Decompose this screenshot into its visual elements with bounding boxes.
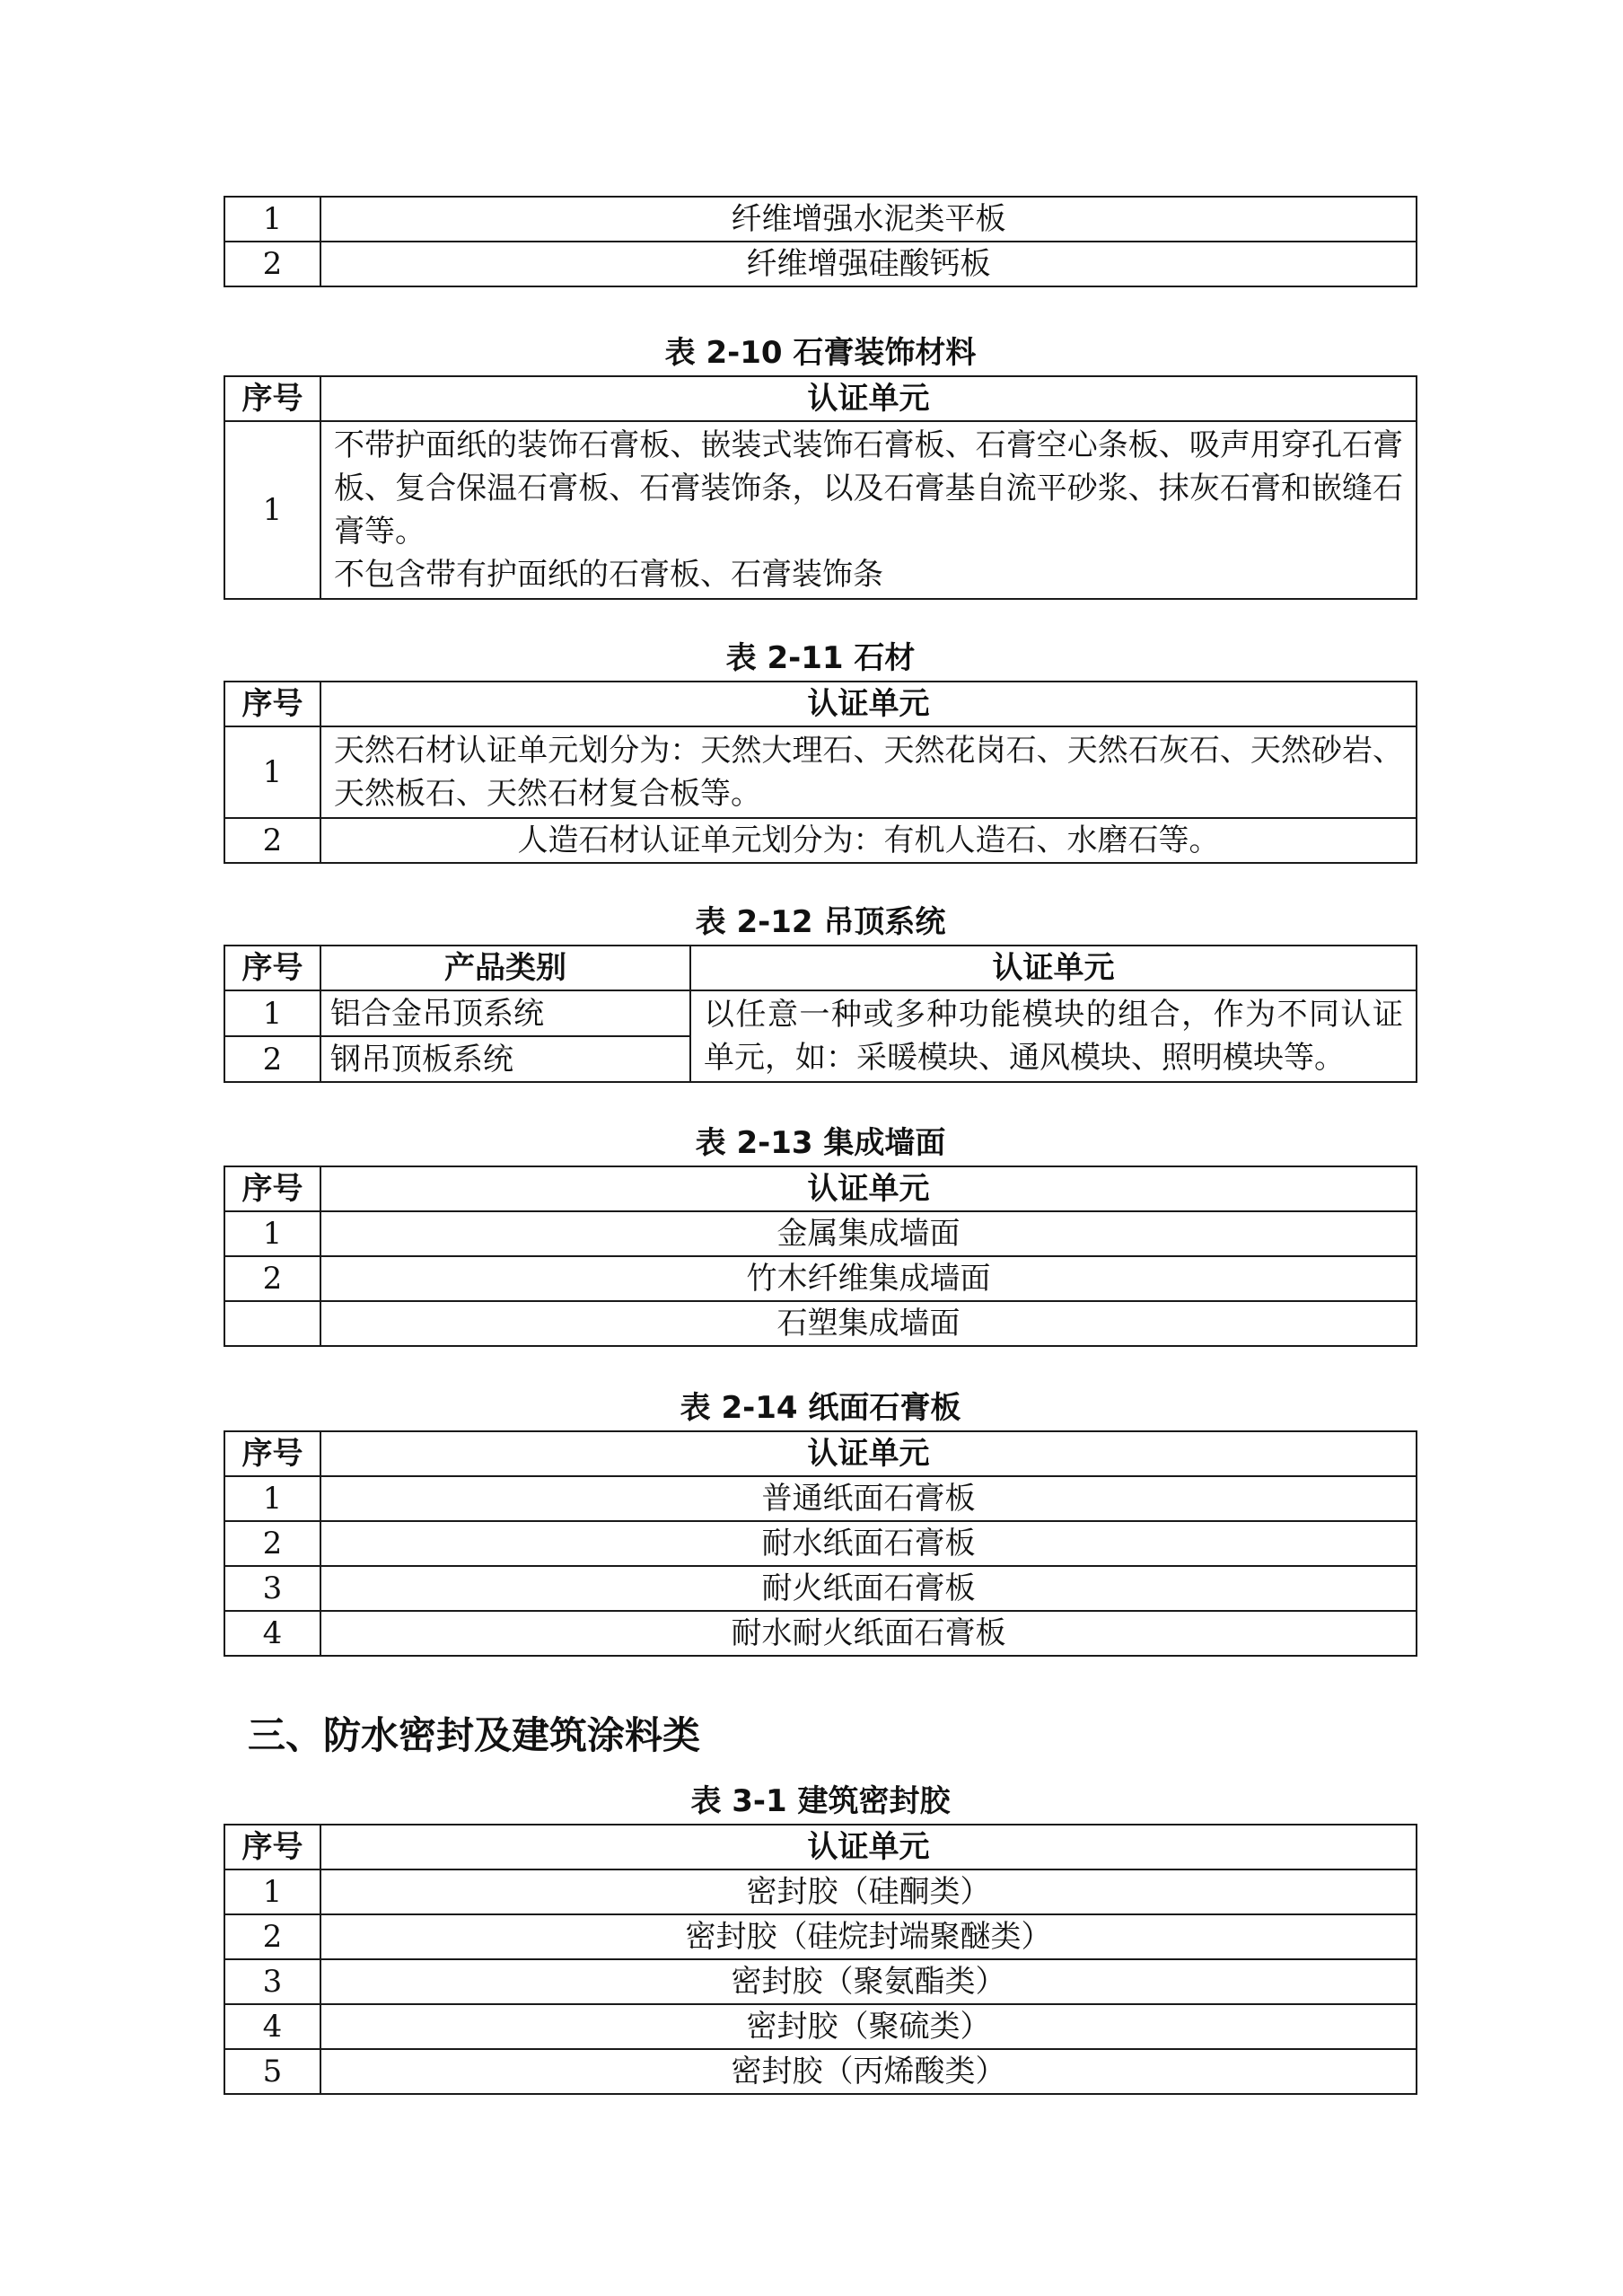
cert-unit-cell: 密封胶（硅烷封端聚醚类） bbox=[320, 1914, 1417, 1959]
header-cert-unit: 认证单元 bbox=[320, 1166, 1417, 1211]
table-top bbox=[224, 196, 1417, 287]
table-2-12-block bbox=[224, 902, 1417, 1083]
row-number: 3 bbox=[224, 1566, 320, 1611]
table-header-row bbox=[224, 1825, 1417, 1869]
table-header-row bbox=[224, 1431, 1417, 1476]
header-category: 产品类别 bbox=[320, 946, 690, 990]
row-number: 2 bbox=[224, 818, 320, 863]
cert-unit-cell: 纤维增强水泥类平板 bbox=[320, 197, 1417, 242]
table-row bbox=[224, 1211, 1417, 1256]
cert-unit-cell bbox=[320, 421, 1417, 599]
row-number: 2 bbox=[224, 1036, 320, 1082]
table-header-row bbox=[224, 376, 1417, 421]
header-cert-unit: 认证单元 bbox=[320, 682, 1417, 726]
cert-unit-cell: 人造石材认证单元划分为：有机人造石、水磨石等。 bbox=[320, 818, 1417, 863]
table-2-14-block bbox=[224, 1387, 1417, 1657]
header-number: 序号 bbox=[224, 946, 320, 990]
table-3-1-block bbox=[224, 1781, 1417, 2095]
row-number: 5 bbox=[224, 2049, 320, 2094]
table-row bbox=[224, 990, 1417, 1036]
table-row bbox=[224, 1959, 1417, 2004]
row-number: 1 bbox=[224, 197, 320, 242]
table-caption: 表 2-13 集成墙面 bbox=[695, 1125, 946, 1161]
cert-unit-cell: 耐火纸面石膏板 bbox=[320, 1566, 1417, 1611]
cert-unit-text: 不带护面纸的装饰石膏板、嵌装式装饰石膏板、石膏空心条板、吸声用穿孔石膏板、复合保温石膏板、石膏装饰条，以及石膏基自流平砂浆、抹灰石膏和嵌缝石膏等。 bbox=[334, 427, 1403, 550]
cert-unit-cell: 密封胶（硅酮类） bbox=[320, 1869, 1417, 1914]
table-row bbox=[224, 818, 1417, 863]
table-row bbox=[224, 242, 1417, 286]
row-number: 2 bbox=[224, 1256, 320, 1301]
cert-unit-cell: 密封胶（丙烯酸类） bbox=[320, 2049, 1417, 2094]
row-number: 1 bbox=[224, 726, 320, 818]
table-row bbox=[224, 1256, 1417, 1301]
row-number: 4 bbox=[224, 1611, 320, 1656]
row-number: 4 bbox=[224, 2004, 320, 2049]
cert-unit-cell: 耐水纸面石膏板 bbox=[320, 1521, 1417, 1566]
table-caption: 表 3-1 建筑密封胶 bbox=[690, 1783, 951, 1819]
row-number: 1 bbox=[224, 1869, 320, 1914]
table-row bbox=[224, 2049, 1417, 2094]
category-cell: 铝合金吊顶系统 bbox=[320, 990, 690, 1036]
table-header-row bbox=[224, 1166, 1417, 1211]
table-header-row bbox=[224, 946, 1417, 990]
merged-cert-unit-cell: 以任意一种或多种功能模块的组合，作为不同认证单元，如：采暖模块、通风模块、照明模块等。 bbox=[690, 990, 1417, 1082]
category-cell: 钢吊顶板系统 bbox=[320, 1036, 690, 1082]
header-cert-unit: 认证单元 bbox=[320, 1431, 1417, 1476]
table-2-10-block bbox=[224, 332, 1417, 600]
table-row bbox=[224, 1869, 1417, 1914]
table-3-1 bbox=[224, 1824, 1417, 2095]
table-row bbox=[224, 1301, 1417, 1346]
table-2-10 bbox=[224, 375, 1417, 600]
table-row bbox=[224, 1611, 1417, 1656]
row-number bbox=[224, 1301, 320, 1346]
row-number: 2 bbox=[224, 242, 320, 286]
table-2-11-block bbox=[224, 638, 1417, 864]
table-2-13 bbox=[224, 1166, 1417, 1347]
header-number: 序号 bbox=[224, 1825, 320, 1869]
table-caption: 表 2-14 纸面石膏板 bbox=[680, 1390, 961, 1426]
cert-unit-cell: 纤维增强硅酸钙板 bbox=[320, 242, 1417, 286]
cert-unit-cell: 石塑集成墙面 bbox=[320, 1301, 1417, 1346]
table-row bbox=[224, 421, 1417, 599]
table-row bbox=[224, 1566, 1417, 1611]
row-number: 2 bbox=[224, 1914, 320, 1959]
header-number: 序号 bbox=[224, 1431, 320, 1476]
row-number: 1 bbox=[224, 1211, 320, 1256]
cert-unit-note: 不包含带有护面纸的石膏板、石膏装饰条 bbox=[334, 557, 883, 593]
table-2-12 bbox=[224, 945, 1417, 1083]
table-row bbox=[224, 1521, 1417, 1566]
row-number: 3 bbox=[224, 1959, 320, 2004]
header-cert-unit: 认证单元 bbox=[320, 1825, 1417, 1869]
row-number: 1 bbox=[224, 990, 320, 1036]
table-caption: 表 2-11 石材 bbox=[725, 640, 916, 676]
cert-unit-cell: 耐水耐火纸面石膏板 bbox=[320, 1611, 1417, 1656]
row-number: 2 bbox=[224, 1521, 320, 1566]
table-caption: 表 2-12 吊顶系统 bbox=[695, 904, 946, 940]
table-row bbox=[224, 197, 1417, 242]
table-row bbox=[224, 726, 1417, 818]
cert-unit-cell: 竹木纤维集成墙面 bbox=[320, 1256, 1417, 1301]
table-row bbox=[224, 1476, 1417, 1521]
cert-unit-cell: 金属集成墙面 bbox=[320, 1211, 1417, 1256]
section-heading: 三、防水密封及建筑涂料类 bbox=[248, 1713, 701, 1757]
cert-unit-cell: 普通纸面石膏板 bbox=[320, 1476, 1417, 1521]
cert-unit-cell: 天然石材认证单元划分为：天然大理石、天然花岗石、天然石灰石、天然砂岩、天然板石、天然石材复合板等。 bbox=[320, 726, 1417, 818]
row-number: 1 bbox=[224, 421, 320, 599]
table-2-13-block bbox=[224, 1122, 1417, 1347]
table-caption: 表 2-10 石膏装饰材料 bbox=[664, 335, 977, 371]
header-number: 序号 bbox=[224, 682, 320, 726]
header-number: 序号 bbox=[224, 1166, 320, 1211]
table-header-row bbox=[224, 682, 1417, 726]
cert-unit-cell: 密封胶（聚硫类） bbox=[320, 2004, 1417, 2049]
cert-unit-cell: 密封胶（聚氨酯类） bbox=[320, 1959, 1417, 2004]
row-number: 1 bbox=[224, 1476, 320, 1521]
table-row bbox=[224, 2004, 1417, 2049]
header-cert-unit: 认证单元 bbox=[320, 376, 1417, 421]
header-number: 序号 bbox=[224, 376, 320, 421]
table-row bbox=[224, 1914, 1417, 1959]
table-2-14 bbox=[224, 1430, 1417, 1657]
header-cert-unit: 认证单元 bbox=[690, 946, 1417, 990]
table-top-continuation bbox=[224, 196, 1417, 287]
table-2-11 bbox=[224, 681, 1417, 864]
